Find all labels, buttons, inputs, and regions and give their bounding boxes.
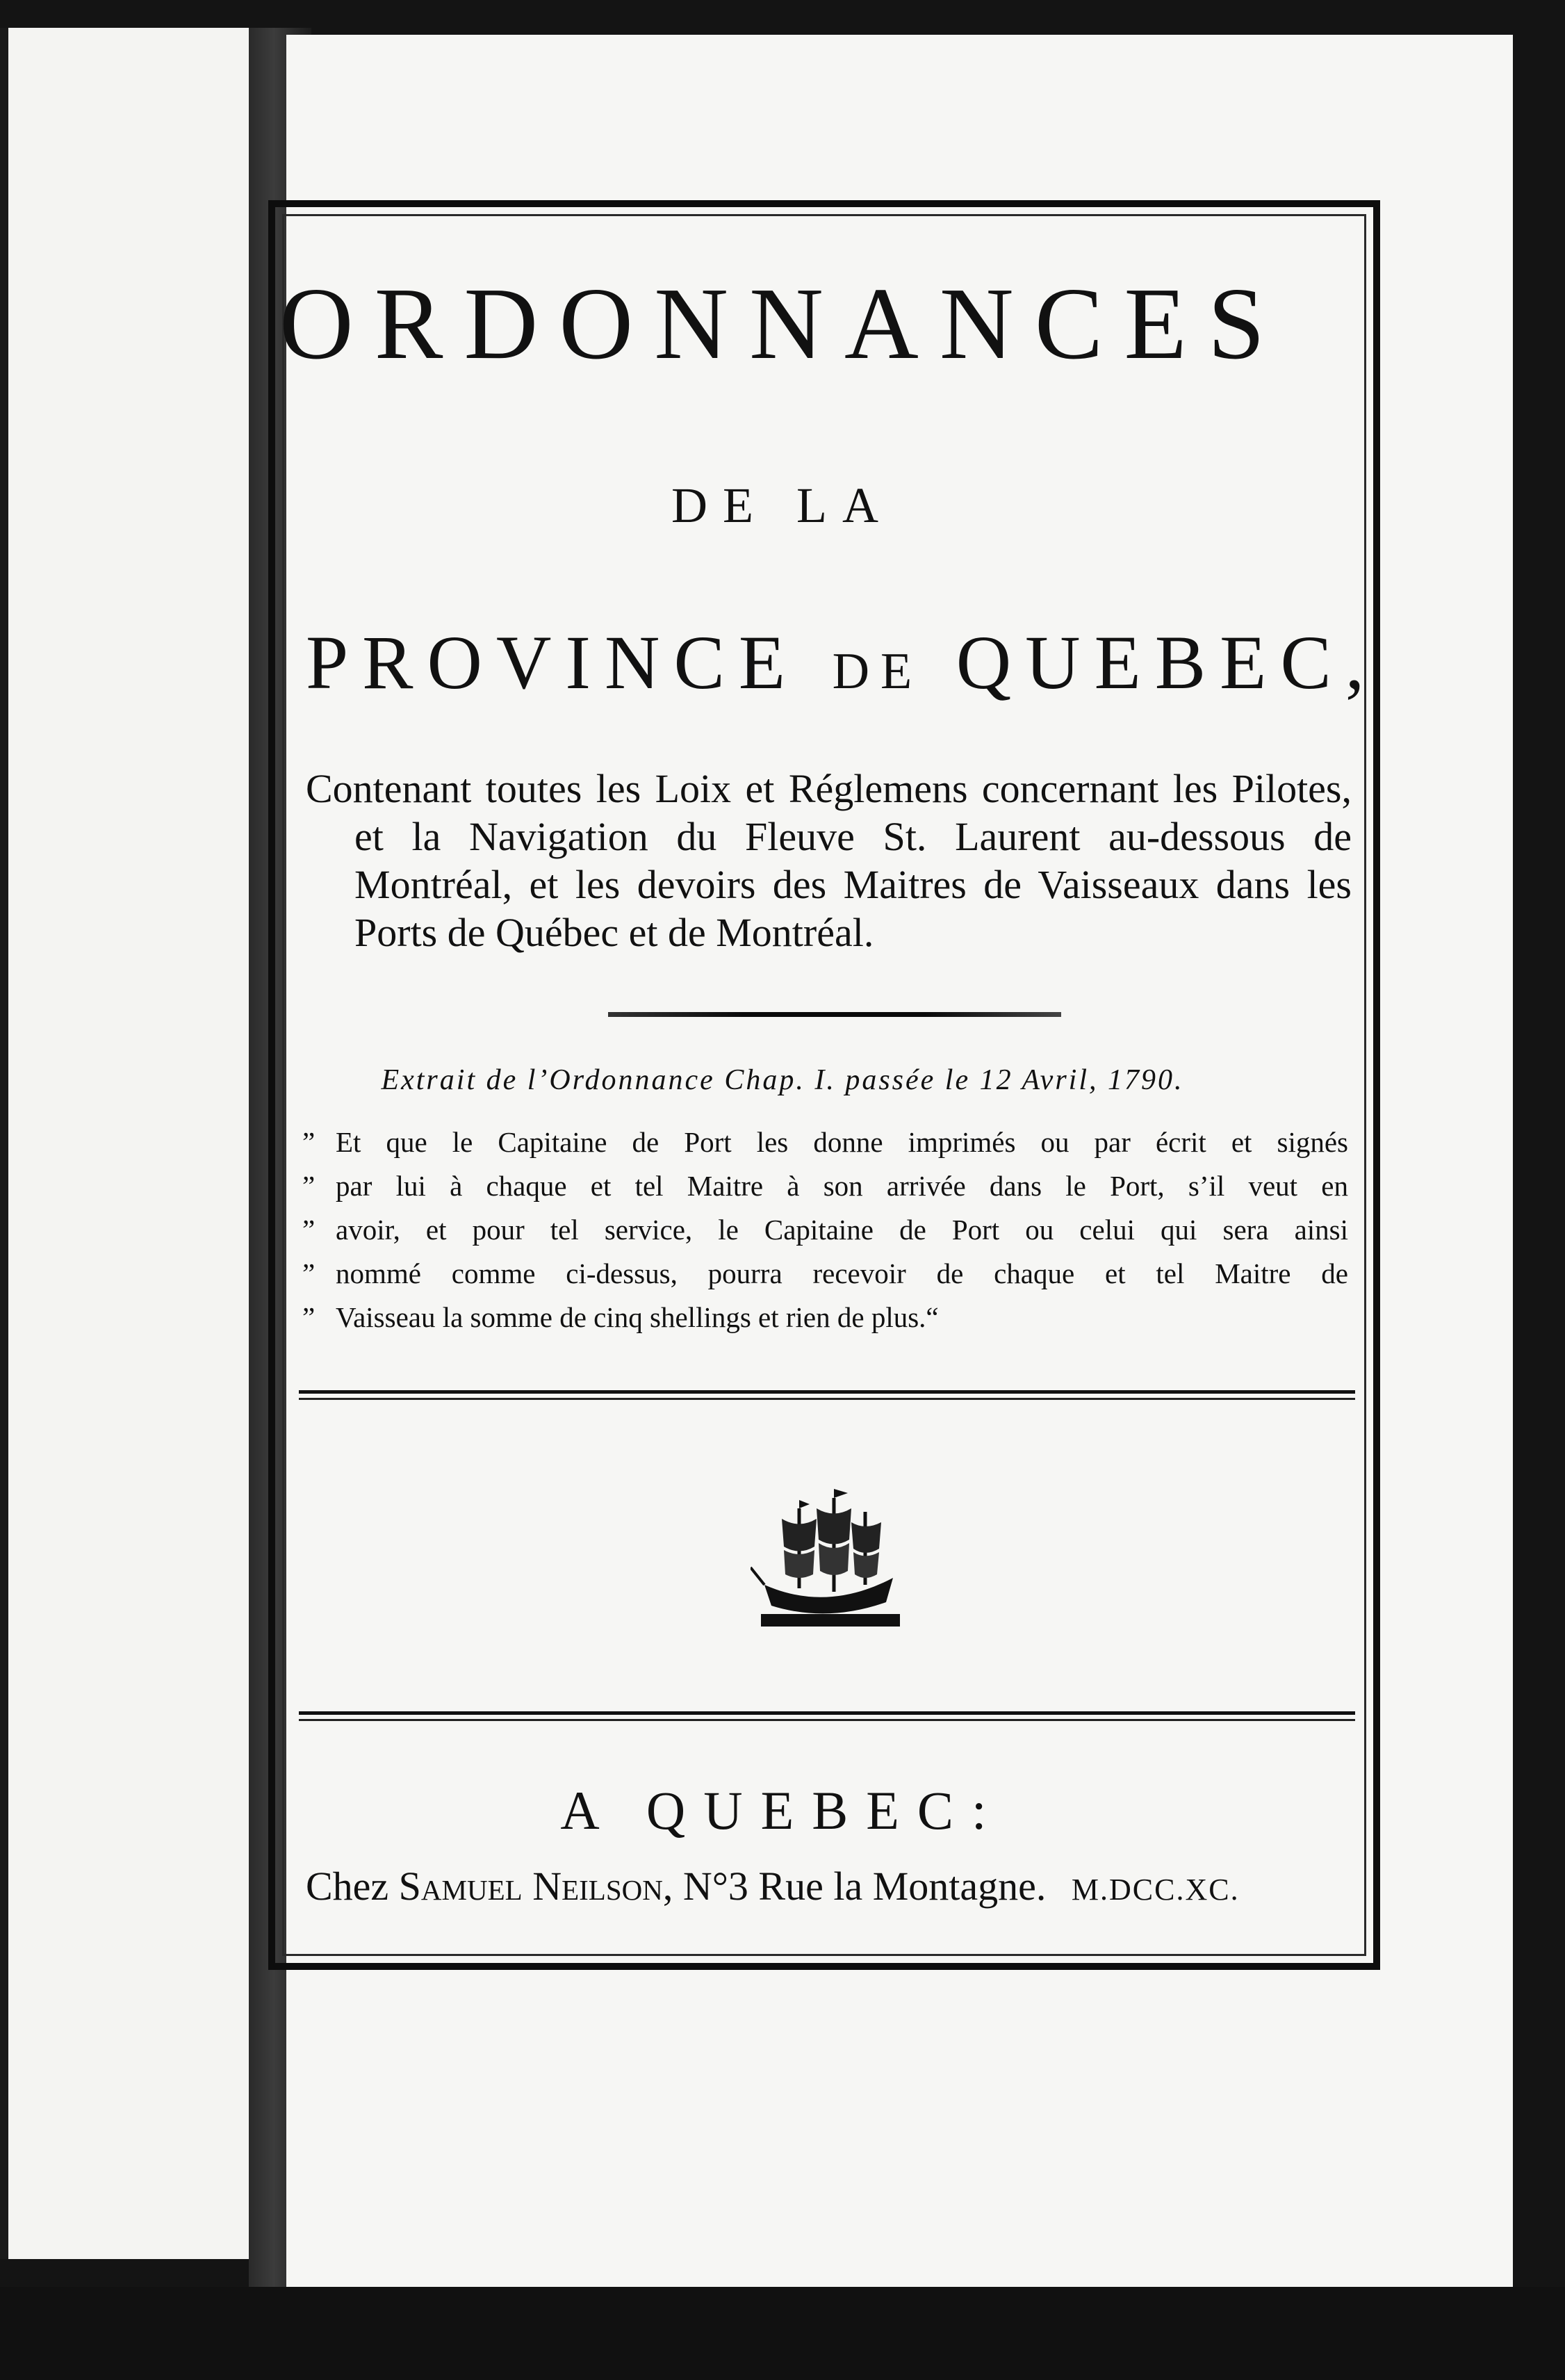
quote-text: nommé comme ci-dessus, pourra recevoir de chaque et tel Maitre de	[336, 1257, 1348, 1289]
quote-text: Vaisseau la somme de cinq shellings et rien de plus.“	[336, 1301, 939, 1333]
upper-double-rule	[299, 1390, 1355, 1400]
contents-line: Contenant toutes les Loix et Réglemens concernant les Pilotes,	[306, 766, 1352, 811]
ship-icon	[751, 1481, 903, 1633]
scan-background	[0, 2287, 1565, 2380]
quote-mark: ”	[302, 1170, 316, 1202]
quote-mark: ”	[302, 1214, 316, 1246]
province-de: DE	[832, 643, 924, 700]
province-name: QUEBEC,	[956, 620, 1379, 705]
quote-line	[302, 1164, 1348, 1208]
quote-mark: ”	[302, 1301, 316, 1333]
quote-line	[302, 1120, 1348, 1164]
contents-line: et la Navigation du Fleuve St. Laurent au-dessous de	[354, 814, 1352, 859]
publication-date: M.DCC.XC.	[1071, 1873, 1240, 1907]
province-line	[306, 619, 1378, 707]
quote-text: avoir, et pour tel service, le Capitaine de Port ou celui qui sera ainsi	[336, 1214, 1348, 1246]
imprint-prefix: Chez	[306, 1864, 389, 1909]
imprint-line	[306, 1863, 1348, 1909]
quote-text: Et que le Capitaine de Port les donne imprimés ou par écrit et signés	[336, 1126, 1348, 1158]
quote-text: par lui à chaque et tel Maitre à son arrivée dans le Port, s’il veut en	[336, 1170, 1348, 1202]
section-divider	[608, 1012, 1061, 1017]
printer-name: Samuel Neilson,	[398, 1864, 673, 1909]
lower-double-rule	[299, 1711, 1355, 1721]
quote-mark: ”	[302, 1257, 316, 1289]
quote-line	[302, 1296, 1348, 1339]
contents-description	[306, 765, 1352, 956]
contents-line: Ports de Québec et de Montréal.	[354, 910, 874, 955]
ordinance-quote	[302, 1120, 1348, 1339]
quote-line	[302, 1252, 1348, 1296]
printer-address: N°3 Rue la Montagne.	[682, 1864, 1047, 1909]
page-subtitle: DE LA	[671, 478, 894, 533]
place-of-publication: A QUEBEC:	[560, 1780, 1005, 1841]
quote-mark: ”	[302, 1126, 316, 1158]
province-word: PROVINCE	[306, 620, 800, 705]
contents-line: Montréal, et les devoirs des Maitres de Vaisseaux dans les	[354, 862, 1352, 907]
quote-line	[302, 1208, 1348, 1252]
page-title: ORDONNANCES	[279, 267, 1286, 381]
extract-heading: Extrait de l’Ordonnance Chap. I. passée le 12 Avril, 1790.	[381, 1064, 1184, 1096]
